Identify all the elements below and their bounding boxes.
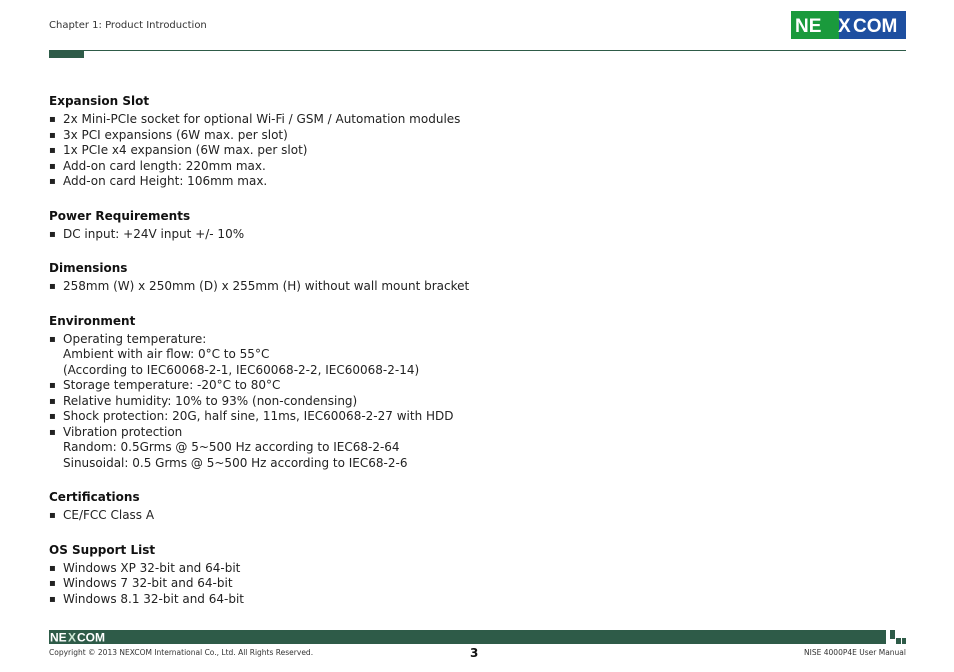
svg-text:NE: NE (795, 16, 822, 37)
bullet-icon: ▪ (49, 129, 56, 141)
svg-text:X: X (838, 16, 851, 37)
footer-copyright: Copyright © 2013 NEXCOM International Co., Ltd. All Rights Reserved. (49, 648, 314, 657)
spec-section (49, 93, 899, 190)
bullet-icon: ▪ (49, 411, 56, 422)
footer-manual-title: NISE 4000P4E User Manual (804, 648, 906, 657)
header-rule (49, 50, 906, 51)
item-text: Ambient with air flow: 0°C to 55°C (63, 347, 270, 361)
item-text: CE/FCC Class A (63, 508, 155, 522)
bullet-icon: ▪ (49, 578, 56, 589)
section-title: Power Requirements (49, 208, 191, 223)
bullet-icon: ▪ (49, 281, 56, 292)
spec-section (49, 208, 899, 243)
spec-section (49, 542, 899, 608)
item-text: DC input: +24V input +/- 10% (63, 226, 245, 241)
item-text: 2x Mini-PCIe socket for optional Wi-Fi / GSM / Automation modules (63, 112, 461, 126)
spec-section (49, 489, 899, 524)
item-text: Shock protection: 20G, half sine, 11ms, IEC60068-2-27 with HDD (63, 409, 454, 423)
list-item (49, 425, 899, 472)
header-accent-block (49, 51, 84, 58)
bullet-icon: ▪ (49, 593, 56, 605)
bullet-icon: ▪ (49, 228, 56, 240)
item-text: Operating temperature: (63, 331, 207, 346)
nexcom-logo (791, 11, 906, 39)
item-text: 3x PCI expansions (6W max. per slot) (63, 127, 288, 142)
footer-nexcom-logo (50, 631, 108, 643)
item-text: Random: 0.5Grms @ 5~500 Hz according to IEC68-2-64 (63, 440, 400, 454)
list-item (49, 159, 899, 175)
item-text: Windows 7 32-bit and 64-bit (63, 576, 233, 590)
bullet-icon: ▪ (49, 562, 56, 574)
list-item (49, 174, 899, 190)
bullet-icon: ▪ (49, 176, 56, 187)
list-item (49, 394, 899, 410)
svg-text:NE: NE (50, 631, 67, 643)
list-item (49, 112, 899, 128)
header-chapter: Chapter 1: Product Introduction (49, 20, 207, 31)
item-text: Add-on card Height: 106mm max. (63, 174, 268, 188)
section-title: Expansion Slot (49, 94, 150, 108)
item-text: (According to IEC60068-2-1, IEC60068-2-2, IEC60068-2-14) (63, 362, 420, 377)
bullet-icon: ▪ (49, 380, 56, 391)
bullet-icon: ▪ (49, 145, 56, 156)
item-text: Sinusoidal: 0.5 Grms @ 5~500 Hz according to IEC68-2-6 (63, 455, 408, 470)
item-text: 1x PCIe x4 expansion (6W max. per slot) (63, 143, 308, 157)
item-text: Relative humidity: 10% to 93% (non-condensing) (63, 393, 358, 408)
bullet-icon: ▪ (49, 160, 56, 172)
bullet-icon: ▪ (49, 395, 56, 407)
list-item (49, 143, 899, 159)
section-title: Environment (49, 313, 136, 328)
list-item (49, 508, 899, 524)
bullet-icon: ▪ (49, 510, 56, 521)
footer-squares-icon (888, 630, 906, 644)
list-item (49, 592, 899, 608)
bullet-icon: ▪ (49, 114, 56, 125)
footer-bar (49, 630, 886, 644)
bullet-icon: ▪ (49, 333, 56, 345)
list-item (49, 561, 899, 577)
section-title: Dimensions (49, 261, 128, 275)
item-text: Storage temperature: -20°C to 80°C (63, 378, 281, 392)
item-text: Windows 8.1 32-bit and 64-bit (63, 591, 244, 606)
section-title: OS Support List (49, 542, 156, 557)
item-text: Windows XP 32-bit and 64-bit (63, 560, 241, 575)
svg-text:COM: COM (77, 631, 105, 643)
item-text: Vibration protection (63, 424, 183, 439)
list-item (49, 128, 899, 144)
bullet-icon: ▪ (49, 426, 56, 438)
item-text: Add-on card length: 220mm max. (63, 158, 266, 173)
list-item (49, 378, 899, 394)
item-text: 258mm (W) x 250mm (D) x 255mm (H) without wall mount bracket (63, 279, 470, 293)
spec-content (49, 93, 899, 625)
list-item (49, 409, 899, 425)
list-item (49, 332, 899, 379)
svg-text:X: X (68, 631, 77, 643)
spec-section (49, 313, 899, 472)
page-number: 3 (470, 646, 479, 660)
spec-section (49, 260, 899, 295)
list-item (49, 279, 899, 295)
list-item (49, 227, 899, 243)
section-title: Certifications (49, 490, 140, 504)
svg-text:COM: COM (853, 16, 898, 37)
list-item (49, 576, 899, 592)
